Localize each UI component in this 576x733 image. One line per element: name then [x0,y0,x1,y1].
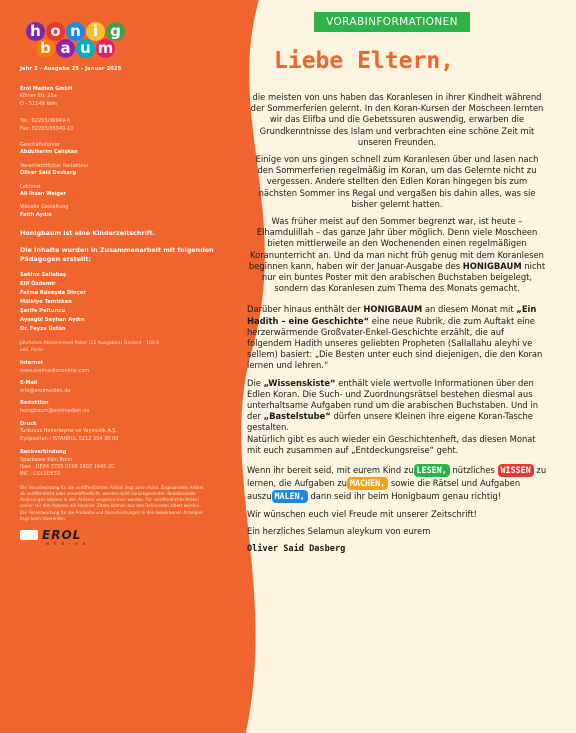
erol-medien-logo: EROL [20,528,232,542]
section-badge: VORABINFORMATIONEN [314,12,470,32]
internet-block: Internet www.erolmedienonline.com [20,360,232,375]
pedagogue-name: Mülkiye Temizkan [20,299,72,306]
team-intro: Die Inhalte wurden in Zusammenarbeit mit folgenden Pädagogen erstellt: [20,246,214,264]
redaktion-email-link[interactable]: honigbaum@erolmedien.de [20,407,90,414]
highlight-lesen: LESEN, [414,464,450,477]
print-block: Druck Turkuvaz Haberleşme ve Yayıncılık A.Ş. Eyüpsultan / ISTANBUL 0212 354 30 00 [20,420,119,442]
bank-block: Bankverbindung Sparkasse Köln Bonn Iban : DE84 3705 0198 1902 1645 20 BIC : COLSDE33 [20,449,115,478]
paragraph-6: Natürlich gibt es auch wieder ein Geschichtenheft, das diesen Monat mit euch zusammen auf „Entdeckungsreise“ geht. [247,433,536,455]
paragraph-4: Darüber hinaus enthält der HONIGBAUM an diesem Monat mit „Ein Hadith – eine Geschichte“ eine neue Rubrik, die zum Auftakt eine herzerwärmende Großvater-Enkel-Geschichte erzählt, die auf folgendem Hadith unseres geliebten Propheten (Sallallahu aleyhi ve sellem) basiert: „Die Besten unter euch sind diejenigen, die den Koran lernen und lehren.“ [247,304,543,371]
signature: Oliver Said Dasberg [247,543,346,554]
pedagogue-name: Ayşegül Seyhan Aydın [20,317,85,324]
logo-letter: h [26,22,45,41]
responsible-editor: Verantwortlicher Redakteur Oliver Said Dasberg [20,162,89,177]
managing-director: Geschäftsführer Abdulkerim Çalışkan [20,142,78,156]
highlight-wissen: WISSEN [498,464,534,477]
pedagogue-name: Sakine Sallabaş [20,272,67,279]
email-block: E-Mail info@erolmedien.de [20,380,232,395]
pedagogue-name: Fatma Rüveyda Dinçer [20,290,86,297]
subscription-info: Jährliches Abonnement Paket (12 Ausgaben) Gesamt : 100 € inkl. Porto [20,341,160,353]
paragraph-3: Was früher meist auf den Sommer begrenzt war, ist heute – Elhamdulillah – das ganze Jahr über möglich. Denn viele Moscheen bieten mittlerweile an den Wochenenden einen regelmäßigen Koranunterricht an. Und da man nicht früh genug mit dem Koranlesen beginnen kann, haben wir der Januar-Ausgabe des HONIGBAUM nicht nur ein buntes Poster mit den arabischen Buchstaben beigelegt, sondern das Koranlesen zum Thema des Monats gemacht. [248,216,546,294]
paragraph-5: Die „Wissenskiste“ enthält viele wertvolle Informationen über den Edlen Koran. Die Such- und Zuordnungsrätsel bestehen diesmal aus unterhaltsame Aufgaben rund um die arabischen Buchstaben. Und in der „Bastelstube“ dürfen unsere Kleinen ihre eigene Koran-Tasche gestalten. [247,377,539,433]
letter-body [247,92,547,561]
paragraph-1: die meisten von uns haben das Koranlesen in ihrer Kindheit während der Sommerferien gelernt. In den Koran-Kursen der Moscheen lernten wir das Elifba und die Gebetssuren auswendig, erwarben die Grundkenntnisse des Islam und verbrachten eine schöne Zeit mit unseren Freunden. [250,92,544,147]
logo-letter: o [46,22,65,41]
logo-letter: b [36,39,55,58]
kids-magazine-note: Honigbaum ist eine Kinderzeitschrift. [20,229,156,238]
logo-letter: m [97,39,114,57]
paragraph-8: Wir wünschen euch viel Freude mit unserer Zeitschrift! [247,509,477,520]
contact-block: Tel.: 02203/36949-0 Fax: 02203/36949-10 [20,118,74,132]
pedagogue-name: Elif Özdemir [20,281,56,288]
pedagogue-name: Dr. Feyza Üstün [20,326,66,333]
logo-letter: a [56,39,75,58]
email-link[interactable]: info@erolmedien.de [20,387,71,394]
disclaimer: Die Verantwortung für die veröffentlichten Artikel liegt beim Autor. Zugesandete Artikel, ob veröffentlicht oder unveröffentlicht, werden nicht zurückgesendet. Redaktionelle Änderungen können in den Artikeln vorgenommen werden. Für veröffentlichte Artikel zahlen wir den Autoren ein Honorar. Zitate können aus den Referenzen zitiert werden. Die Verantwortung für die Produkte und Dienstleistungen in den beworbenen Anzeigen liegt beim Inserenten. [20,484,205,521]
erol-logo-mark-icon [20,530,38,540]
imprint-sidebar: h o n i g b a u m Jahr 3 - Ausgabe 25 - Januar 2025 Erol Medien GmbH Kölner Str. 25a D - 51149 Köln Tel.: 02203/36949-0 Fax: 02203/36949-10 Geschäftsführer Abdulkerim Çalışkan Verantwortlicher Redakteur Oliver Said Dasberg Lektorat Ali İhsan Weiger Visuelle Gestaltung Fatih Aydın Honigbaum ist eine Kinderzeitschrift. Die Inhalte wurden in Zusammenarbeit mit folgenden Pädagogen erstellt: Sakine Sallabaş Elif Özdemir Fatma Rüveyda Dinçer Mülkiye Temizkan Şerife Peltuncu Ayşegül Seyhan Aydın Dr. Feyza Üstün Jährliches Abonnement Paket (12 Ausgaben) Gesamt : 100 € inkl. Porto Internet www.erolmedienonline.com E-Mail info@erolmedien.de Redaktion honigbaum@erolmedien.de Druck Turkuvaz Haberleşme ve Yayıncılık A.Ş. Eyüpsultan / ISTANBUL 0212 354 30 00 Bankverbindung Sparkasse Köln Bonn Iban : DE84 3705 0198 1902 1645 20 BIC : COLSDE33 Die Verantwortung für die veröffentlichten Artikel liegt beim Autor. Zugesandete Artikel, ob veröffentlicht oder unveröffentlicht, werden nicht zurückgesendet. Redaktionelle Änderungen können in den Artikeln vorgenommen werden. Für veröffentlichte Artikel zahlen wir den Autoren ein Honorar. Zitate können aus den Referenzen zitiert werden. Die Verantwortung für die Produkte und Dienstleistungen in den beworbenen Anzeigen liegt beim Inserenten. EROL M E D I E N [0,0,300,733]
website-link[interactable]: www.erolmedienonline.com [20,367,90,374]
logo-letter: u [76,39,95,58]
pedagogue-list [20,271,232,334]
letter-headline: Liebe Eltern, [274,48,455,74]
paragraph-7: Wenn ihr bereit seid, mit eurem Kind zu LESEN, nützliches WISSEN zu lernen, die Aufgaben zu MACHEN, sowie die Rätsel und Aufgaben auszu MALEN, dann seid ihr beim Honigbaum genau richtig! [247,465,547,502]
paragraph-2: Einige von uns gingen schnell zum Koranlesen über und lasen nach den Sommerferien regelmäßig im Koran, um das Gelernte nicht zu vergessen. Andere stellten den Edlen Koran hingegen bis zum nächsten Sommer ins Regal und vergaßen bis dahin alles, was sie bisher gelernt hatten. [255,154,539,209]
visual-design: Visuelle Gestaltung Fatih Aydın [20,204,69,218]
logo-letter: n [66,22,85,41]
publisher-block: Erol Medien GmbH Kölner Str. 25a D - 51149 Köln [20,86,73,107]
honigbaum-logo [26,22,232,58]
highlight-malen: MALEN, [272,490,308,503]
pedagogue-name: Şerife Peltuncu [20,308,65,315]
logo-letter: i [86,22,105,41]
proofreading: Lektorat Ali İhsan Weiger [20,183,66,198]
logo-letter: g [106,22,125,41]
redaktion-block: Redaktion honigbaum@erolmedien.de [20,400,232,415]
paragraph-9: Ein herzliches Selamun aleykum von eurem [247,526,431,537]
highlight-machen: MACHEN, [347,477,388,490]
issue-info: Jahr 3 - Ausgabe 25 - Januar 2025 [20,66,122,72]
